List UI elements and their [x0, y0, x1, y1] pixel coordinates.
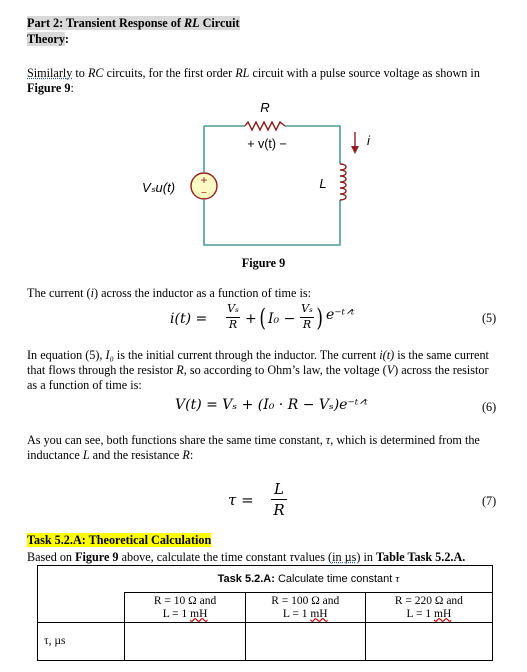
para2-line3: as a function of time is:	[27, 378, 142, 392]
table-answer-cell-2[interactable]	[245, 623, 365, 661]
task-instructions: Based on Figure 9 above, calculate the time constant τvalues (in µs) in Table Task 5.2.A.	[27, 550, 466, 564]
source-plus-sign: +	[200, 173, 208, 187]
rl-circuit-diagram	[140, 96, 390, 252]
table-col-header-1: R = 10 Ω and L = 1 mH	[125, 593, 245, 623]
equation-7-number: (7)	[482, 494, 497, 508]
table-answer-cell-3[interactable]	[365, 623, 492, 661]
equation-6-number: (6)	[482, 400, 497, 414]
table-answer-cell-1[interactable]	[125, 623, 245, 661]
current-label: i	[367, 133, 370, 148]
intro-paragraph: Similarly to RC circuits, for the first order RL circuit with a pulse source voltage as shown in	[27, 66, 480, 80]
intro-figure-ref: Figure 9:	[27, 81, 74, 95]
para2-line1: In equation (5), I₀ is the initial current through the inductor. The current i(t) is the same current	[27, 348, 489, 362]
para2-line2: that flows through the resistor R, so according to Ohm’s law, the voltage (V) across the resistor	[27, 363, 489, 377]
task-heading: Task 5.2.A: Theoretical Calculation	[27, 533, 212, 547]
equation-5-number: (5)	[482, 311, 497, 325]
para3-line2: inductance L and the resistance R:	[27, 448, 194, 462]
resistor-symbol	[245, 122, 285, 130]
table-col-header-3: R = 220 Ω and L = 1 mH	[365, 593, 492, 623]
table-row-label: τ, µs	[38, 623, 125, 661]
table-title-cell: Task 5.2.A: Calculate time constant τ	[125, 566, 493, 593]
table-blank-cell	[38, 593, 125, 623]
current-arrow-icon	[351, 132, 359, 154]
voltage-label: + v(t) −	[247, 137, 287, 151]
inductor-label: L	[319, 176, 327, 191]
task-table	[37, 565, 493, 661]
current-sentence: The current (i) across the inductor as a function of time is:	[27, 286, 311, 300]
source-label: Vₛu(t)	[142, 180, 176, 195]
resistor-label: R	[260, 100, 270, 115]
table-col-header-2: R = 100 Ω and L = 1 mH	[245, 593, 365, 623]
figure-caption: Figure 9	[241, 256, 286, 270]
table-corner-cell	[38, 566, 125, 593]
theory-heading: Theory:	[27, 32, 69, 46]
inductor-symbol	[340, 164, 346, 200]
para3-line1: As you can see, both functions share the same time constant, τ, which is determined from the	[27, 433, 480, 447]
equation-6: V(t) = Vₛ + (I₀ · R − Vₛ)e⁻ᵗᐟᵗ	[175, 397, 368, 413]
source-minus-sign: −	[201, 188, 207, 199]
part-title: Part 2: Transient Response of RL Circuit	[27, 16, 240, 30]
